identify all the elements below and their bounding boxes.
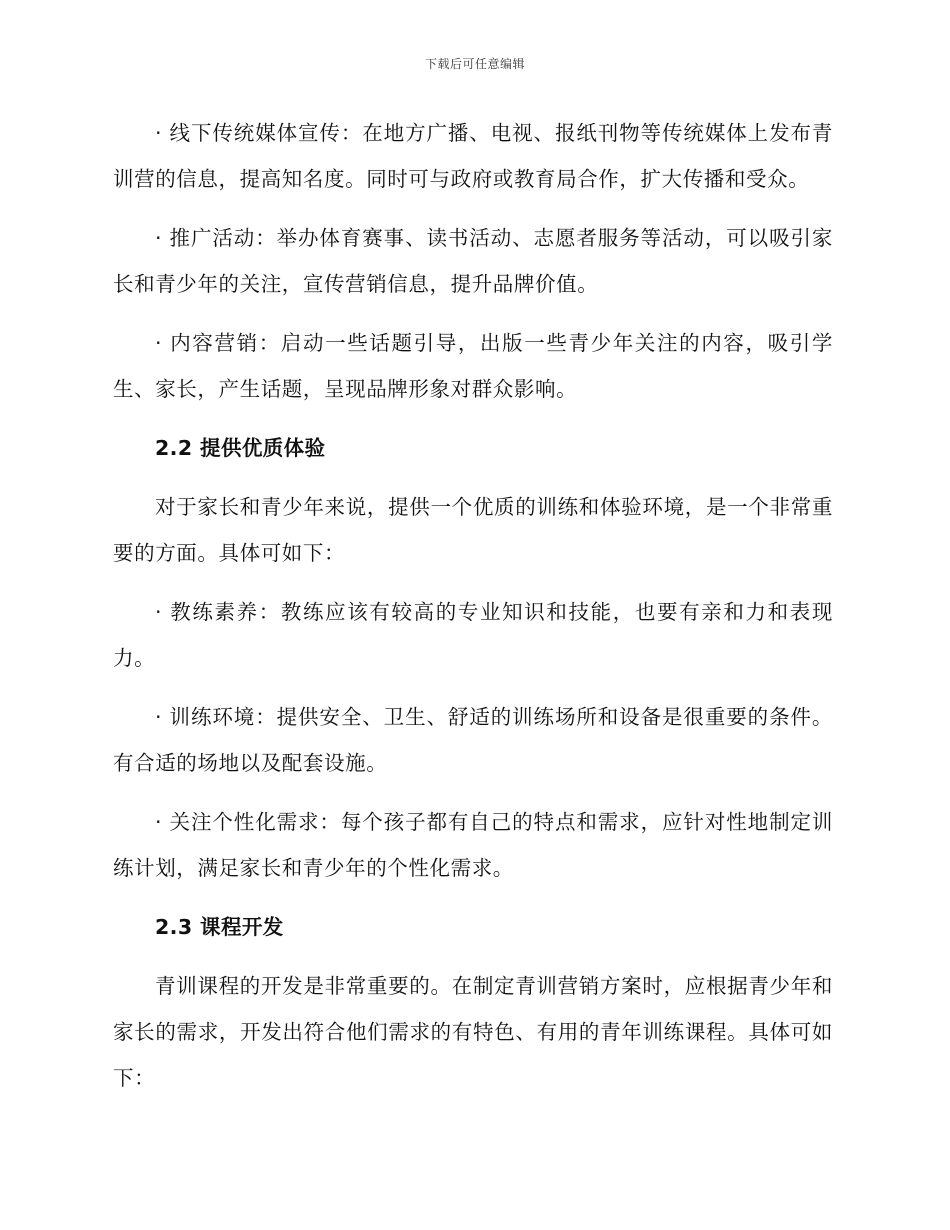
paragraph-training-environment: · 训练环境：提供安全、卫生、舒适的训练场所和设备是很重要的条件。有合适的场地以及配套设施。 <box>113 705 833 775</box>
document-body <box>113 110 833 1101</box>
paragraph-content-marketing: · 内容营销：启动一些话题引导，出版一些青少年关注的内容，吸引学生、家长，产生话题，呈现品牌形象对群众影响。 <box>113 331 833 401</box>
paragraph-coach-quality: · 教练素养：教练应该有较高的专业知识和技能，也要有亲和力和表现力。 <box>113 600 833 670</box>
paragraph-course-development-intro: 青训课程的开发是非常重要的。在制定青训营销方案时，应根据青少年和家长的需求，开发出符合他们需求的有特色、有用的青年训练课程。具体可如下： <box>113 974 833 1090</box>
paragraph-personalized-needs: · 关注个性化需求：每个孩子都有自己的特点和需求，应针对性地制定训练计划，满足家长和青少年的个性化需求。 <box>113 810 833 880</box>
paragraph-offline-media: · 线下传统媒体宣传：在地方广播、电视、报纸刊物等传统媒体上发布青训营的信息，提高知名度。同时可与政府或教育局合作，扩大传播和受众。 <box>113 121 833 191</box>
paragraph-quality-experience-intro: 对于家长和青少年来说，提供一个优质的训练和体验环境，是一个非常重要的方面。具体可如下： <box>113 495 833 565</box>
header-note: 下载后可任意编辑 <box>424 57 525 71</box>
section-heading-course-development: 2.3 课程开发 <box>155 915 284 939</box>
section-heading-quality-experience: 2.2 提供优质体验 <box>155 436 326 460</box>
paragraph-promotion-activities: · 推广活动：举办体育赛事、读书活动、志愿者服务等活动，可以吸引家长和青少年的关注，宣传营销信息，提升品牌价值。 <box>113 226 833 296</box>
